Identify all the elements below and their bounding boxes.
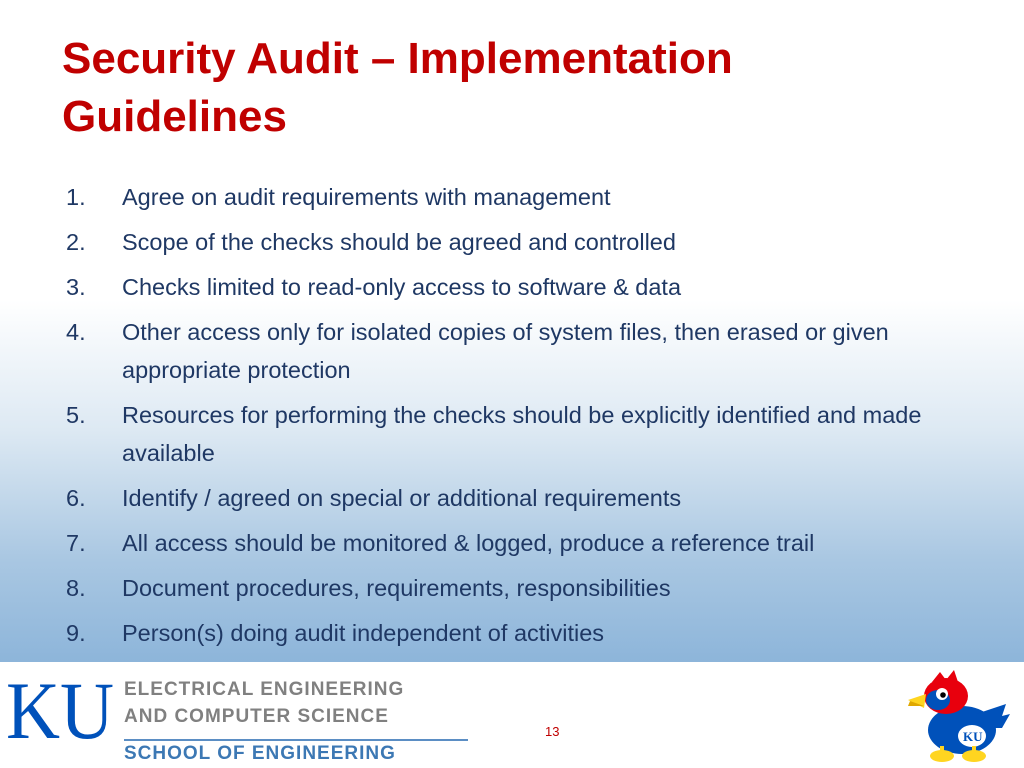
list-item — [66, 396, 986, 472]
list-item — [66, 614, 986, 652]
guideline-list — [66, 178, 986, 659]
list-item-number: 4. — [66, 319, 86, 345]
department-name — [124, 676, 404, 730]
ku-logo-text: KU — [6, 674, 114, 754]
list-item-text: Person(s) doing audit independent of activities — [122, 620, 605, 646]
list-item — [66, 313, 986, 389]
list-item-number: 3. — [66, 274, 86, 300]
list-item — [66, 178, 986, 216]
list-item-number: 9. — [66, 620, 86, 646]
ku-logo — [6, 674, 116, 754]
list-item-number: 5. — [66, 402, 86, 428]
list-item-text: Resources for performing the checks should be explicitly identified and made available — [122, 402, 922, 466]
list-item-text: Checks limited to read-only access to software & data — [122, 274, 682, 300]
list-item — [66, 268, 986, 306]
page-number: 13 — [545, 724, 560, 739]
jayhawk-mascot-icon — [906, 670, 1014, 764]
list-item-number: 1. — [66, 184, 86, 210]
list-item-number: 7. — [66, 530, 86, 556]
list-item-text: Other access only for isolated copies of system files, then erased or given appropriate protection — [122, 319, 889, 383]
list-item — [66, 524, 986, 562]
list-item — [66, 223, 986, 261]
department-line-1: ELECTRICAL ENGINEERING — [124, 679, 405, 700]
slide-footer — [0, 662, 1024, 768]
list-item-text: Agree on audit requirements with management — [122, 184, 611, 210]
list-item-number: 6. — [66, 485, 86, 511]
list-item-number: 2. — [66, 229, 86, 255]
list-item-text: Document procedures, requirements, responsibilities — [122, 575, 671, 601]
list-item — [66, 479, 986, 517]
list-item-text: Identify / agreed on special or additional requirements — [122, 485, 682, 511]
department-line-2: AND COMPUTER SCIENCE — [124, 706, 389, 727]
svg-text:KU: KU — [963, 729, 983, 744]
list-item — [66, 569, 986, 607]
list-item-text: Scope of the checks should be agreed and controlled — [122, 229, 676, 255]
school-name: SCHOOL OF ENGINEERING — [124, 743, 396, 764]
list-item-text: All access should be monitored & logged, produce a reference trail — [122, 530, 815, 556]
slide-title: Security Audit – Implementation Guidelines — [62, 34, 733, 141]
list-item-number: 8. — [66, 575, 86, 601]
footer-divider — [124, 739, 468, 741]
